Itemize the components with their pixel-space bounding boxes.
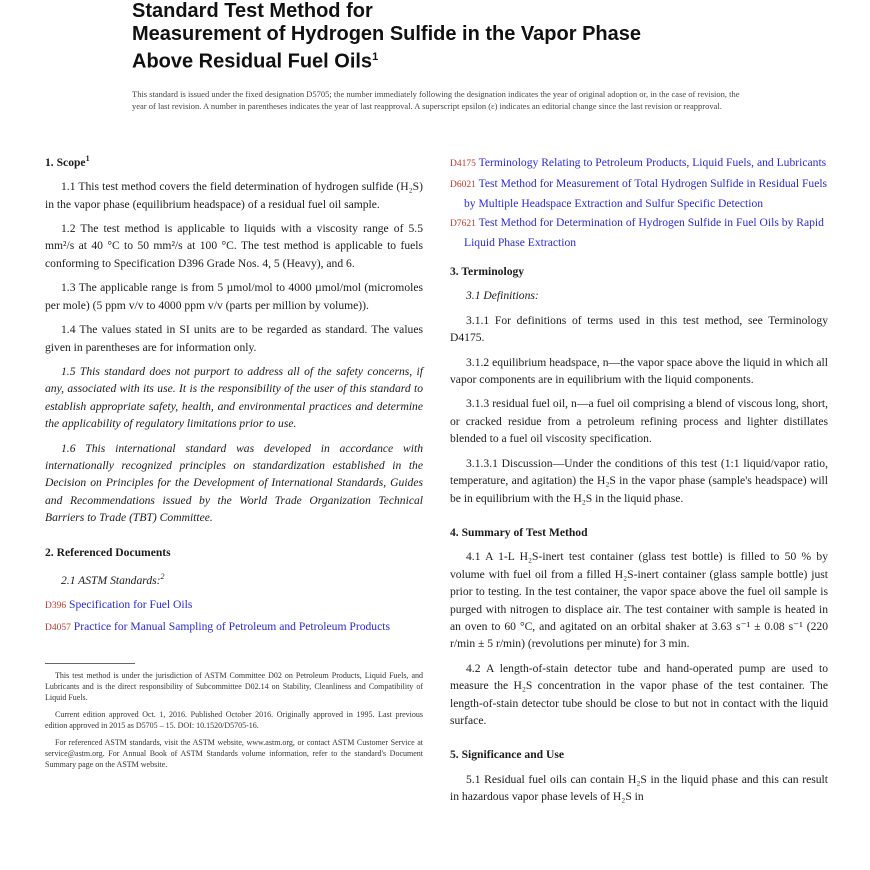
paragraph-1-6: 1.6 This international standard was developed in accordance with internationally recognized principles on standardization established in the Decision on Principles for the Development of International Standards, Guides and Recommendations issued by the World Trade Organization Technical Barriers to Trade (TBT) Committee. [45,441,423,525]
paragraph-4-1: 4.1 A 1-L H₂S-inert test container (glass test bottle) is filled to 50 % by volume with fuel oil from a filled H₂S-inert container (glass sample bottle) just prior to testing. In the test container, the vapor space above the fuel oil sample is purged with nitrogen to displace air. The test container with sample is heated in an oven to 60 °C, and agitated on an orbital shaker at 3.63 s⁻¹ ± 0.08 s⁻¹ (220 r/min ± 5 r/min) (revolutions per minute) for 3 min. [450,550,828,651]
paragraph-1-5: 1.5 This standard does not purport to address all of the safety concerns, if any, associated with its use. It is the responsibility of the user of this standard to establish appropriate safety, health, and environmental practices and determine the applicability of regulatory limitations prior to use. [45,364,423,431]
section-heading-scope: 1. Scope$^1$ [45,154,90,169]
title-footnote-mark: 1 [372,51,379,63]
paragraph-3-1: 3.1 Definitions: [466,289,539,303]
paragraph-3-1-3-1: 3.1.3.1 Discussion—Under the conditions of this test (1:1 liquid/vapor ratio, temperature, and agitation) the H₂S in the vapor phase (sample's headspace) will be in equilibrium with the H₂S in the liquid phase. [450,456,828,505]
reference-item[interactable]: D4175 Terminology Relating to Petroleum Products, Liquid Fuels, and Lubricants [450,156,827,169]
reference-item[interactable]: D6021 Test Method for Measurement of Total Hydrogen Sulfide in Residual Fuels by Multiple Headspace Extraction and Sulfur Specific Detection [450,177,828,210]
left-column [45,150,423,770]
designation-note: This standard is issued under the fixed designation D5705; the number immediately following the designation indicates the year of original adoption or, in the case of revision, the year of last revision. A number in parentheses indicates the year of last reapproval. A superscript epsilon (ε) indicates an editorial change since the last revision or reapproval. [132,89,740,111]
right-column [450,154,828,813]
reference-item[interactable]: D7621 Test Method for Determination of Hydrogen Sulfide in Fuel Oils by Rapid Liquid Phase Extraction [450,216,824,249]
document-title [132,0,772,74]
title-line-3: Above Residual Fuel Oils$^1$ [132,50,379,73]
paragraph-3-1-2: 3.1.2 equilibrium headspace, n—the vapor space above the liquid in which all vapor components are in equilibrium with the liquid components. [450,355,828,387]
paragraph-4-2: 4.2 A length-of-stain detector tube and hand-operated pump are used to measure the H₂S concentration in the vapor phase of the test container. The length-of-stain detector tube should be close to but not in contact with the liquid surface. [450,661,828,727]
footnote-1: This test method is under the jurisdiction of ASTM Committee D02 on Petroleum Products, Liquid Fuels, and Lubricants and is the direct responsibility of Subcommittee D02.14 on Stability, Cleanliness and Compatibility of Liquid Fuels. [45,671,423,703]
section-heading-referenced-documents: 2. Referenced Documents [45,545,171,559]
title-line-2: Measurement of Hydrogen Sulfide in the Vapor Phase [132,23,641,45]
footnote-2: For referenced ASTM standards, visit the ASTM website, www.astm.org, or contact ASTM Customer Service at service@astm.org. For Annual Book of ASTM Standards volume information, refer to the standard's Document Summary page on the ASTM website. [45,738,423,770]
reference-item[interactable]: D4057 Practice for Manual Sampling of Petroleum and Petroleum Products [45,619,390,633]
section-heading-terminology: 3. Terminology [450,265,525,279]
reference-item[interactable]: D396 Specification for Fuel Oils [45,598,193,612]
footnote-divider [45,663,135,664]
paragraph-1-4: 1.4 The values stated in SI units are to be regarded as standard. The values given in parentheses are for information only. [45,323,423,354]
title-line-1: Standard Test Method for [132,0,373,22]
astm-standards-subheading: 2.1 ASTM Standards:$^2$ [61,571,165,587]
paragraph-1-2: 1.2 The test method is applicable to liquids with a viscosity range of 5.5 mm²/s at 40 °C to 50 mm²/s at 100 °C. The test method is applicable to fuels conforming to Specification D396 Grade Nos. 4, 5 (Heavy), and 6. [45,222,423,270]
paragraph-3-1-3: 3.1.3 residual fuel oil, n—a fuel oil comprising a blend of viscous long, short, or cracked residue from a petroleum refining process and lighter distillates blended to a fuel oil viscosity specification. [450,397,828,446]
section-heading-significance: 5. Significance and Use [450,748,565,762]
paragraph-5-1: 5.1 Residual fuel oils can contain H₂S in the liquid phase and this can result in hazardous vapor phase levels of H₂S in [450,772,828,804]
paragraph-1-3: 1.3 The applicable range is from 5 µmol/mol to 4000 µmol/mol (micromoles per mole) (5 ppm v/v to 4000 ppm v/v (parts per million by volume)). [45,281,423,312]
section-heading-summary: 4. Summary of Test Method [450,525,588,539]
footnote-edition: Current edition approved Oct. 1, 2016. Published October 2016. Originally approved in 1995. Last previous edition approved in 2015 as D5705 – 15. DOI: 10.1520/D5705-16. [45,710,423,731]
paragraph-3-1-1: 3.1.1 For definitions of terms used in this test method, see Terminology D4175. [450,313,828,345]
paragraph-1-1: 1.1 This test method covers the field determination of hydrogen sulfide (H₂S) in the vapor phase (equilibrium headspace) of a residual fuel oil sample. [45,180,423,211]
